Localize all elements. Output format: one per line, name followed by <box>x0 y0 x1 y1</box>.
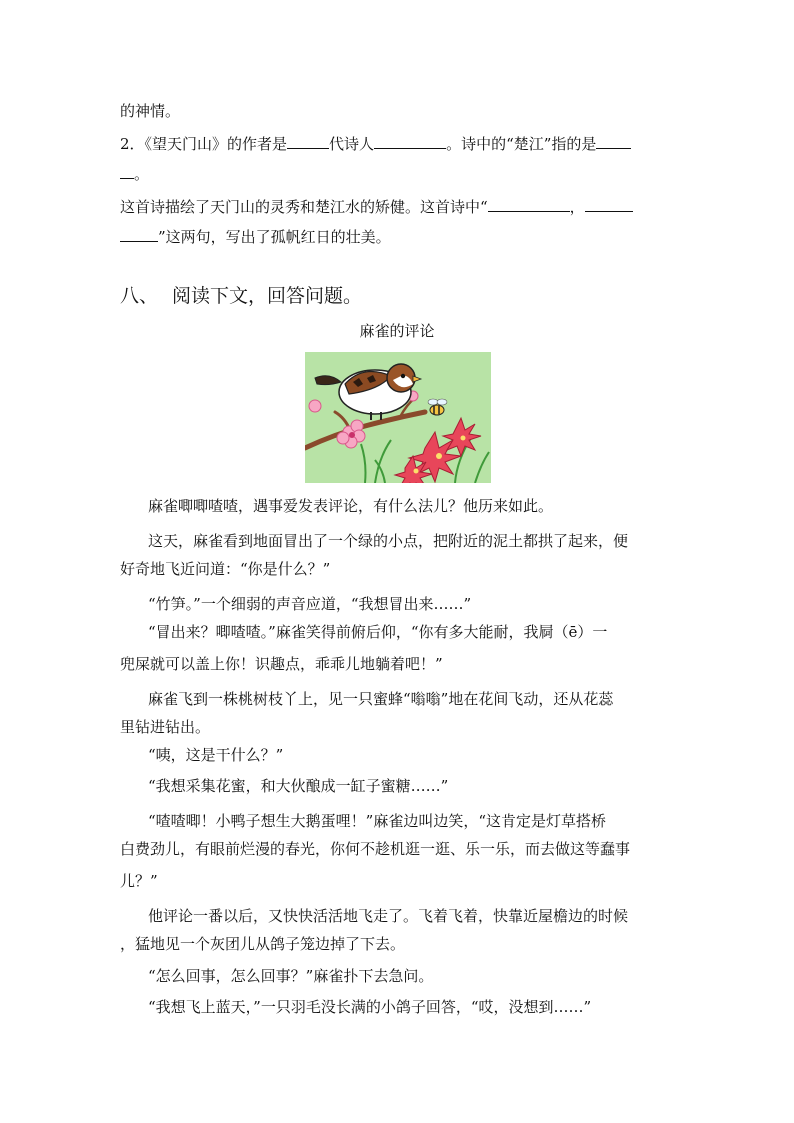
story-paragraph-line: “咦，这是干什么？” <box>148 746 284 764</box>
answer-blank-dynasty[interactable] <box>287 134 329 149</box>
previous-text: 的神情。 <box>120 102 181 120</box>
story-paragraph-line: 白费劲儿，有眼前烂漫的春光，你何不趁机逛一逛、乐一乐，而去做这等蠢事 <box>120 840 631 858</box>
question-2-line-4 <box>120 226 391 248</box>
story-paragraph-line: “喳喳唧！小鸭子想生大鹅蛋哩！”麻雀边叫边笑，“这肯定是灯草搭桥 <box>148 812 607 830</box>
answer-blank-verse-2a[interactable] <box>585 197 633 212</box>
story-paragraph-line: “我想采集花蜜，和大伙酿成一缸子蜜糖……” <box>148 777 449 795</box>
story-paragraph-line: 这天，麻雀看到地面冒出了一个绿的小点，把附近的泥土都拱了起来，便 <box>148 532 629 550</box>
question-text: 这首诗描绘了天门山的灵秀和楚江水的矫健。这首诗中“ <box>120 198 488 216</box>
question-2-line-1 <box>120 133 631 155</box>
answer-blank-verse-1[interactable] <box>488 197 570 212</box>
previous-item-tail <box>120 100 180 122</box>
story-paragraph-line: “冒出来？唧喳喳。”麻雀笑得前俯后仰，“你有多大能耐，我屙（ē）一 <box>148 623 608 641</box>
story-title: 麻雀的评论 <box>359 322 435 340</box>
story-paragraph-line: 里钻进钻出。 <box>120 718 211 736</box>
question-text: 代诗人 <box>329 135 375 153</box>
section-8-heading <box>120 283 362 309</box>
answer-blank-verse-2b[interactable] <box>120 227 158 242</box>
story-paragraph-line: 麻雀飞到一株桃树枝丫上，见一只蜜蜂“嗡嗡”地在花间飞动，还从花蕊 <box>148 690 614 708</box>
section-number: 八、 <box>120 285 159 307</box>
story-paragraph-line: 好奇地飞近问道：“你是什么？” <box>120 560 331 578</box>
answer-blank-chujiang-a[interactable] <box>596 134 631 149</box>
answer-blank-poet[interactable] <box>374 134 446 149</box>
sparrow-illustration <box>305 352 491 483</box>
section-title: 阅读下文，回答问题。 <box>172 285 363 307</box>
question-text: 2．《望天门山》的作者是 <box>120 135 288 153</box>
story-paragraph-line: 儿？” <box>120 872 158 890</box>
question-text: 。诗中的“楚江”指的是 <box>446 135 597 153</box>
question-text: ”这两句，写出了孤帆红日的壮美。 <box>158 228 391 246</box>
story-paragraph-line: 他评论一番以后，又快快活活地飞走了。飞着飞着，快靠近屋檐边的时候 <box>148 907 629 925</box>
question-2-line-3 <box>120 196 633 218</box>
story-paragraph-line: “竹笋。”一个细弱的声音应道，“我想冒出来……” <box>148 595 472 613</box>
answer-blank-chujiang-b[interactable] <box>120 164 134 179</box>
question-text: ， <box>569 198 585 216</box>
story-paragraph-line: “怎么回事，怎么回事？”麻雀扑下去急问。 <box>148 967 434 985</box>
story-paragraph-line: “我想飞上蓝天，”一只羽毛没长满的小鸽子回答，“哎，没想到……” <box>148 998 592 1016</box>
question-2-line-2 <box>120 163 149 185</box>
story-paragraph-line: 麻雀唧唧喳喳，遇事爱发表评论，有什么法儿？他历来如此。 <box>148 497 554 515</box>
question-text: 。 <box>134 165 150 183</box>
story-paragraph-line: ，猛地见一个灰团儿从鸽子笼边掉了下去。 <box>120 935 406 953</box>
story-paragraph-line: 兜屎就可以盖上你！识趣点，乖乖儿地躺着吧！” <box>120 655 443 673</box>
